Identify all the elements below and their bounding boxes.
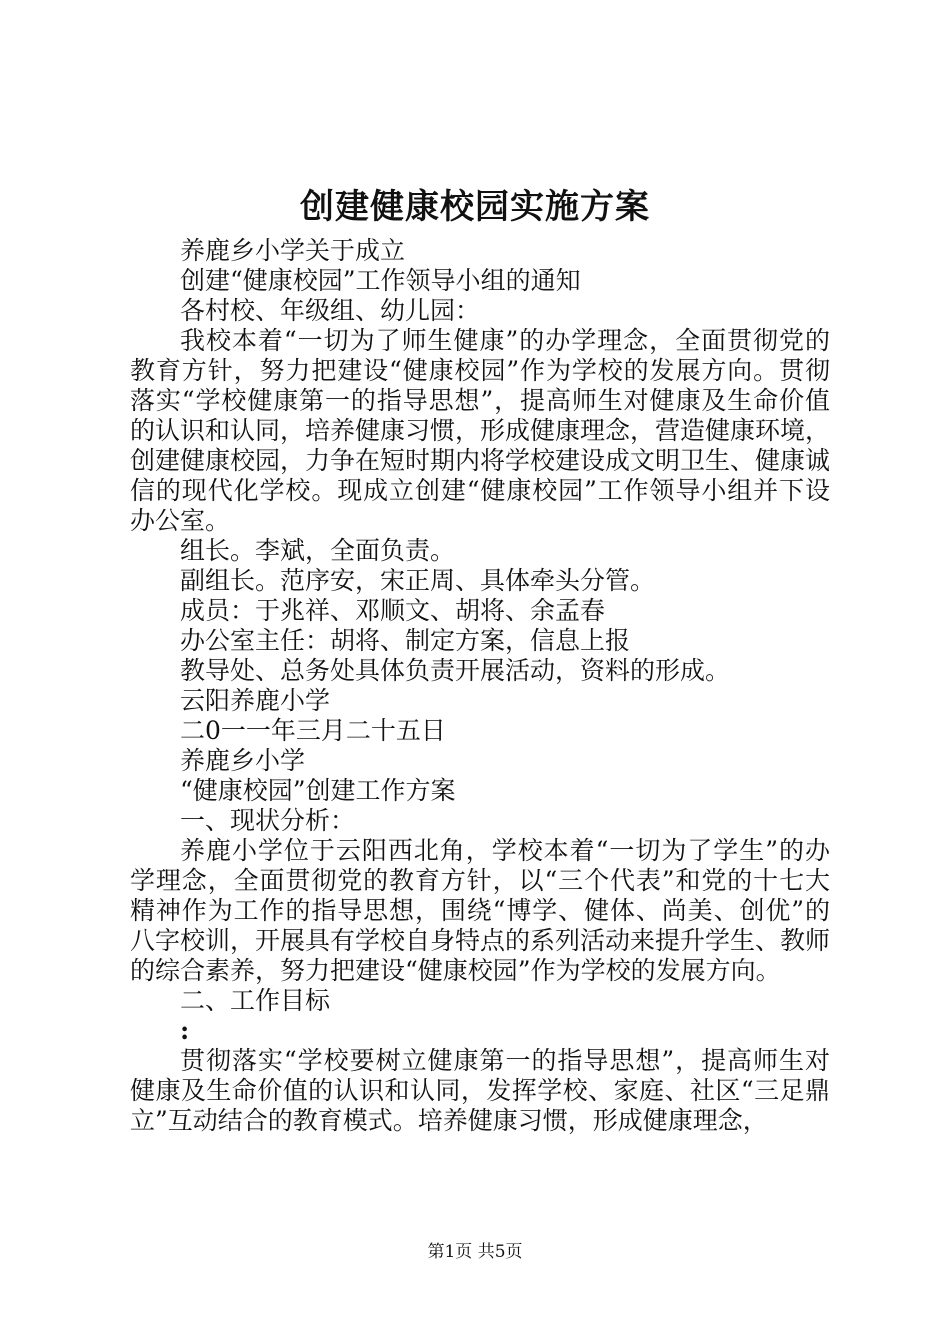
- paragraph-goals: 贯彻落实“学校要树立健康第一的指导思想”，提高师生对健康及生命价值的认识和认同，发挥学校、家庭、社区“三足鼎立”互动结合的教育模式。培养健康习惯，形成健康理念，: [130, 1046, 830, 1135]
- office-director: 办公室主任：胡将、制定方案，信息上报: [180, 626, 631, 655]
- section-heading-goals: 二、工作目标: [180, 986, 331, 1015]
- paragraph-intro: 我校本着“一切为了师生健康”的办学理念，全面贯彻党的教育方针，努力把建设“健康校园”作为学校的发展方向。贯彻落实“学校健康第一的指导思想”，提高师生对健康及生命价值的认识和认同，培养健康习惯，形成健康理念，营造健康环境，创建健康校园，力争在短时期内将学校建设成文明卫生、健康诚信的现代化学校。现成立创建“健康校园”工作领导小组并下设办公室。: [130, 326, 831, 535]
- document-body: [130, 236, 830, 1136]
- signature-school: 云阳养鹿小学: [180, 686, 331, 715]
- heading-notice-title: 创建“健康校园”工作领导小组的通知: [180, 266, 581, 295]
- deputy-leader: 副组长。范序安，宋正周、具体牵头分管。: [180, 566, 656, 595]
- members: 成员：于兆祥、邓顺文、胡将、余孟春: [180, 596, 606, 625]
- section-heading-status: 一、现状分析：: [180, 806, 356, 835]
- salutation: 各村校、年级组、幼儿园：: [180, 296, 481, 325]
- team-leader: 组长。李斌，全面负责。: [180, 536, 456, 565]
- plan-school: 养鹿乡小学: [180, 746, 306, 775]
- page-footer: 第1页 共5页: [427, 1242, 523, 1262]
- plan-title: “健康校园”创建工作方案: [180, 776, 456, 805]
- signature-date: 二0一一年三月二十五日: [180, 716, 446, 745]
- paragraph-status: 养鹿小学位于云阳西北角，学校本着“一切为了学生”的办学理念，全面贯彻党的教育方针，以“三个代表”和党的十七大精神作为工作的指导思想，围绕“博学、健体、尚美、创优”的八字校训，开展具有学校自身特点的系列活动来提升学生、教师的综合素养，努力把建设“健康校园”作为学校的发展方向。: [130, 836, 831, 985]
- departments: 教导处、总务处具体负责开展活动，资料的形成。: [180, 656, 731, 685]
- colon-mark: :: [180, 1016, 190, 1045]
- heading-school-notice: 养鹿乡小学关于成立: [180, 236, 406, 265]
- page-title: 创建健康校园实施方案: [300, 187, 650, 227]
